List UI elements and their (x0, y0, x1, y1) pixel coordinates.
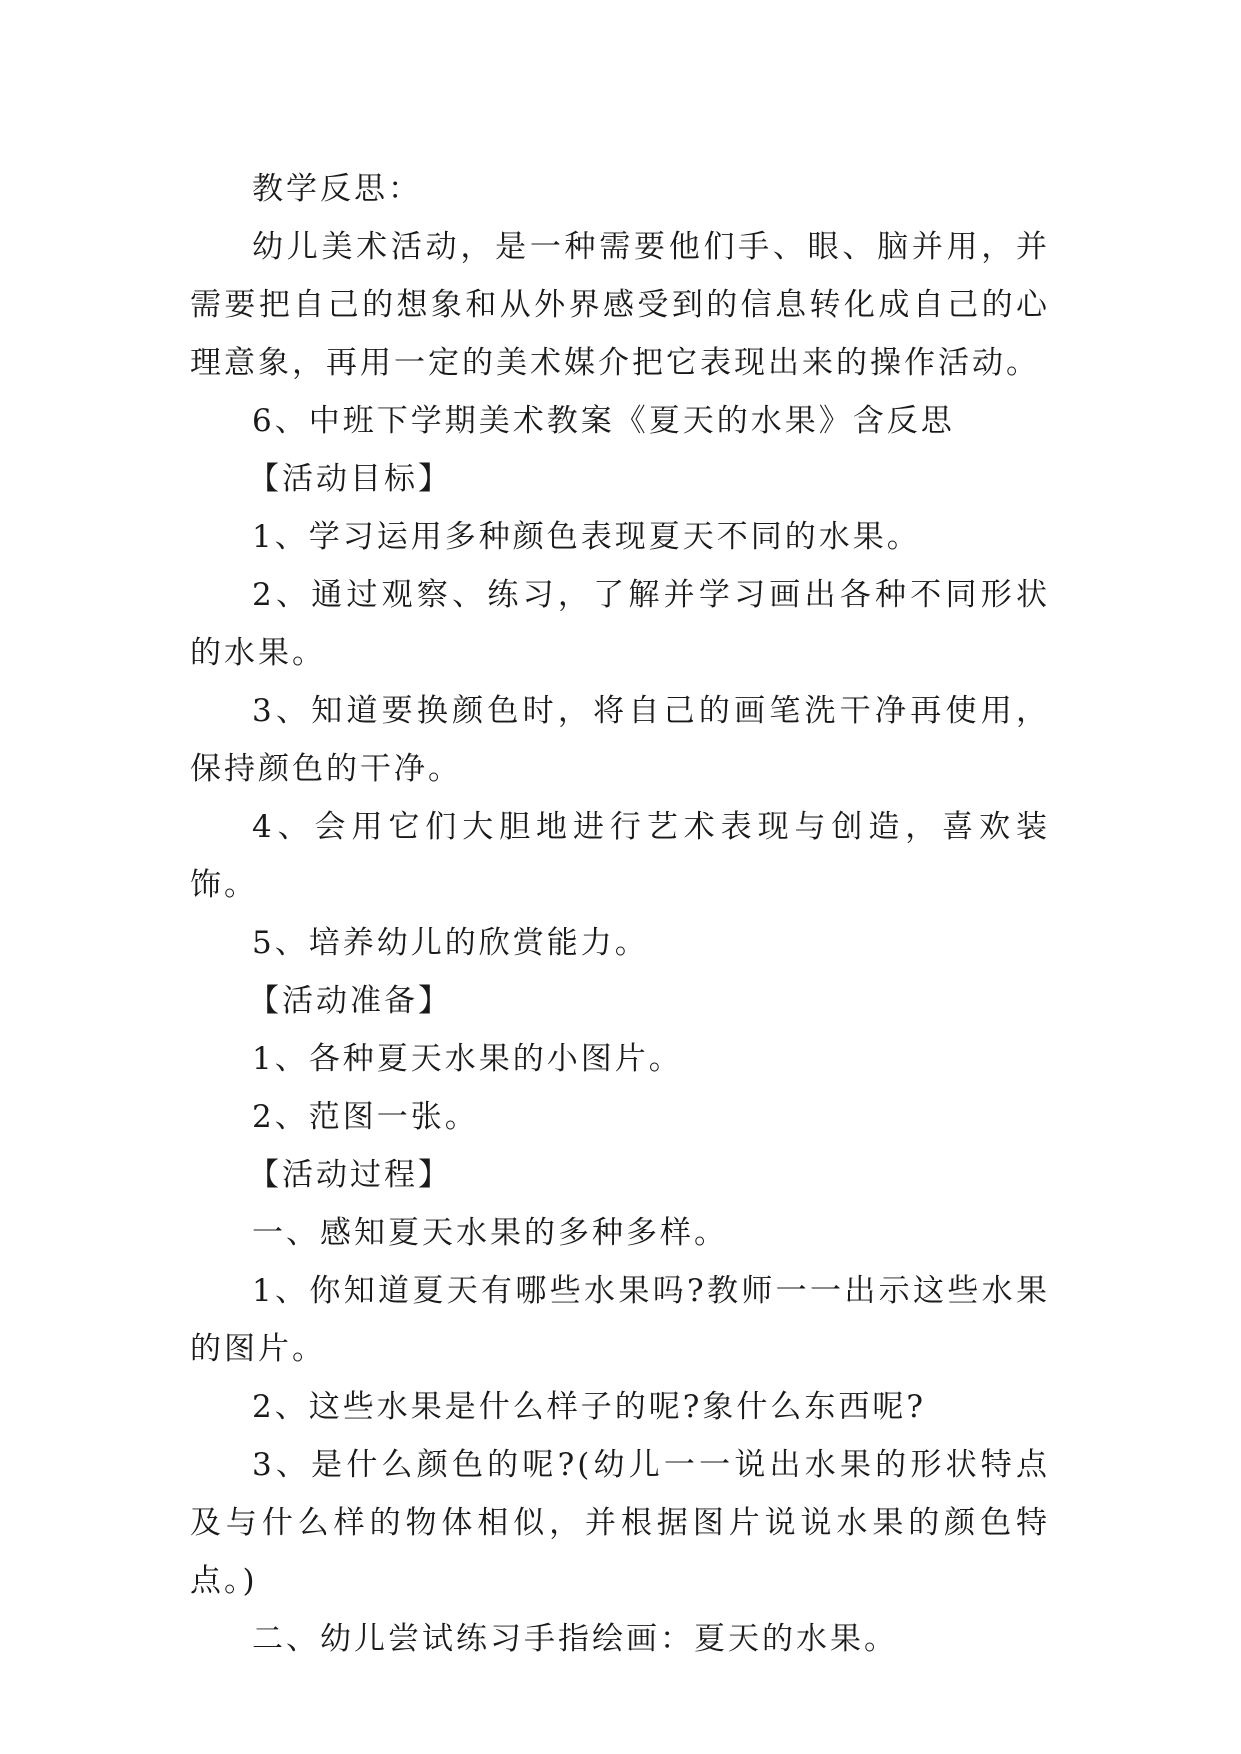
paragraph-reflection-heading: 教学反思： (252, 171, 422, 207)
goal-item-1: 1、学习运用多种颜色表现夏天不同的水果。 (252, 519, 921, 555)
goal-item-3: 3、知道要换颜色时，将自己的画笔洗干净再使用，保持颜色的干净。 (190, 693, 1050, 787)
section-heading-preparation: 【活动准备】 (248, 983, 452, 1019)
paragraph-reflection-text: 幼儿美术活动，是一种需要他们手、眼、脑并用，并需要把自己的想象和从外界感受到的信息转化成自己的心理意象，再用一定的美术媒介把它表现出来的操作活动。 (190, 229, 1050, 381)
process-item-1: 1、你知道夏天有哪些水果吗?教师一一出示这些水果的图片。 (190, 1273, 1050, 1367)
section-heading-goals: 【活动目标】 (248, 461, 452, 497)
section-heading-process: 【活动过程】 (248, 1157, 452, 1193)
process-item-3: 3、是什么颜色的呢?(幼儿一一说出水果的形状特点及与什么样的物体相似，并根据图片说说水果的颜色特点。) (190, 1447, 1050, 1599)
preparation-item-2: 2、范图一张。 (252, 1099, 479, 1135)
goal-item-4: 4、会用它们大胆地进行艺术表现与创造，喜欢装饰。 (190, 809, 1050, 903)
process-item-2: 2、这些水果是什么样子的呢?象什么东西呢? (252, 1389, 926, 1425)
paragraph-lesson-title: 6、中班下学期美术教案《夏天的水果》含反思 (252, 403, 955, 439)
goal-item-2: 2、通过观察、练习，了解并学习画出各种不同形状的水果。 (190, 577, 1050, 671)
preparation-item-1: 1、各种夏天水果的小图片。 (252, 1041, 683, 1077)
document-body (190, 160, 1050, 1668)
process-step-2: 二、幼儿尝试练习手指绘画：夏天的水果。 (252, 1621, 898, 1657)
goal-item-5: 5、培养幼儿的欣赏能力。 (252, 925, 649, 961)
process-step-1: 一、感知夏天水果的多种多样。 (252, 1215, 728, 1251)
